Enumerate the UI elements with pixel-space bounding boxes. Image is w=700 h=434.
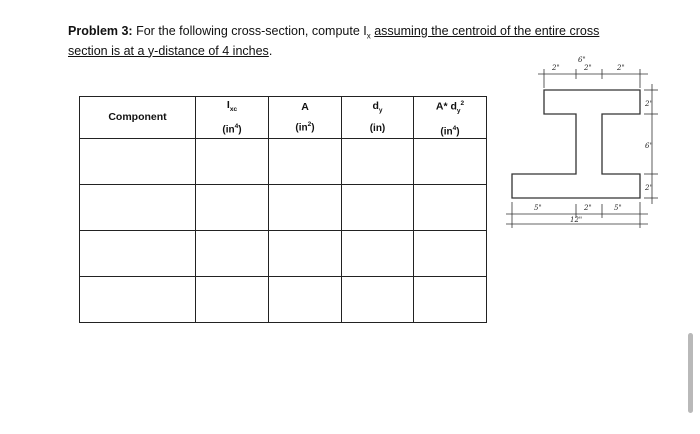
table-row	[80, 230, 487, 276]
problem-underlined-text: assuming the centroid of the entire cross section is at a y-distance of 4 inches	[68, 24, 600, 58]
problem-text: For the following cross-section, compute I	[136, 24, 367, 38]
dim-top-right: 2"	[617, 64, 625, 72]
table-cell[interactable]	[414, 184, 487, 230]
table-cell[interactable]	[196, 138, 269, 184]
table-cell[interactable]	[80, 230, 196, 276]
table-cell[interactable]	[342, 230, 414, 276]
dim-top-left: 2"	[552, 64, 560, 72]
computation-table	[79, 96, 487, 323]
bottom-dimension	[506, 202, 648, 228]
scrollbar-thumb[interactable]	[688, 333, 693, 413]
table-row	[80, 138, 487, 184]
table-cell[interactable]	[269, 184, 342, 230]
dim-bottom-overall: 12"	[570, 216, 583, 224]
header-component: Component	[80, 97, 196, 139]
table-cell[interactable]	[196, 230, 269, 276]
header-area: A $(in^2)$	[269, 97, 342, 139]
table-cell[interactable]	[414, 230, 487, 276]
table-cell[interactable]	[342, 184, 414, 230]
problem-statement: Problem 3: For the following cross-section, compute $I_x$ assuming the centroid of the entire cross section is at a y-distance of 4 inches.	[68, 24, 600, 58]
problem-text-subscript: x	[366, 31, 371, 41]
dim-bottom-web: 2"	[584, 204, 592, 212]
cross-section-outline	[512, 90, 640, 198]
table-cell[interactable]	[80, 276, 196, 322]
table-cell[interactable]	[269, 138, 342, 184]
cross-section-sketch	[500, 52, 660, 242]
table-cell[interactable]	[196, 184, 269, 230]
dim-right-top: 2"	[645, 100, 653, 108]
dim-right-bottom: 2"	[645, 184, 653, 192]
table-header-row	[80, 97, 487, 139]
table-cell[interactable]	[414, 276, 487, 322]
table-cell[interactable]	[80, 184, 196, 230]
dim-right-web: 6"	[645, 142, 653, 150]
dim-top-overall: 6"	[578, 56, 586, 64]
dim-top-web: 2"	[584, 64, 592, 72]
table-row	[80, 184, 487, 230]
dim-bottom-left: 5"	[534, 204, 542, 212]
table-cell[interactable]	[269, 230, 342, 276]
table-cell[interactable]	[414, 138, 487, 184]
table-cell[interactable]	[342, 138, 414, 184]
table-cell[interactable]	[342, 276, 414, 322]
table-cell[interactable]	[196, 276, 269, 322]
dim-bottom-right: 5"	[614, 204, 622, 212]
table-cell[interactable]	[80, 138, 196, 184]
header-ady2: A* $d_y^2$ $(in^4)$	[414, 97, 487, 139]
header-dy: $d_y$ (in)	[342, 97, 414, 139]
table-cell[interactable]	[269, 276, 342, 322]
header-ixc: $I_{xc}$ $(in^4)$	[196, 97, 269, 139]
problem-label: Problem 3:	[68, 24, 133, 38]
table-row	[80, 276, 487, 322]
